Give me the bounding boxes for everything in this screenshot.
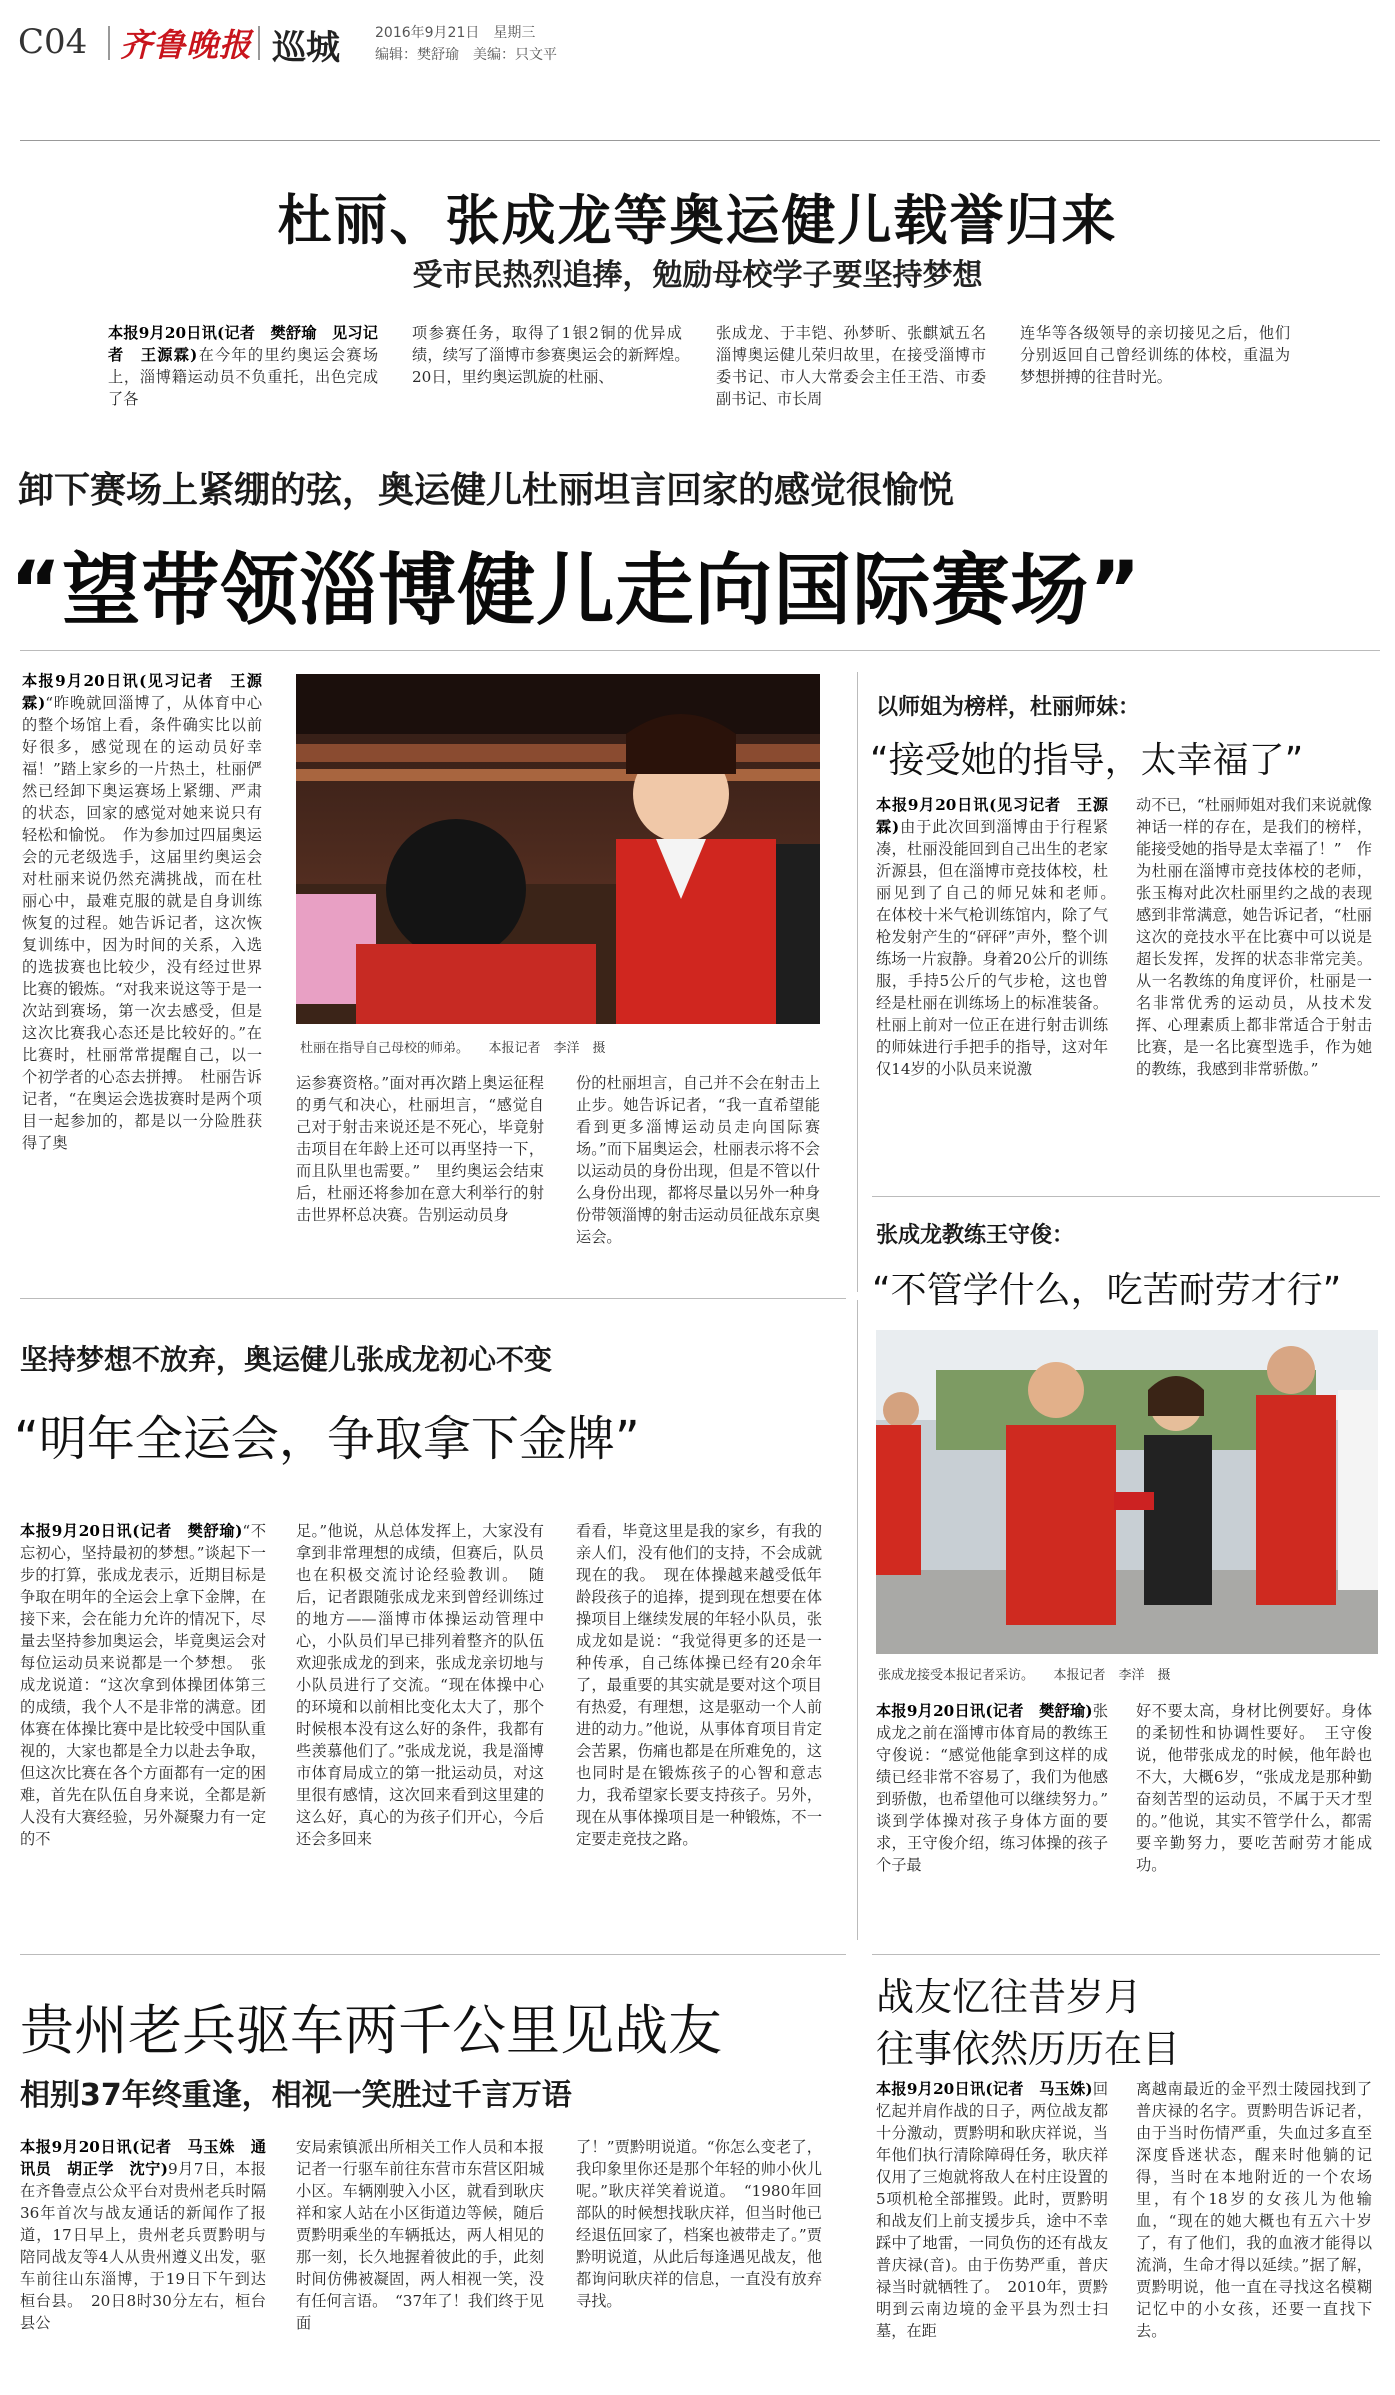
section-name: 巡城 <box>272 28 340 68</box>
byline: 本报9月20日讯(见习记者 王源霖) <box>876 796 1108 836</box>
zhang-story-kicker: 坚持梦想不放弃，奥运健儿张成龙初心不变 <box>20 1343 553 1376</box>
byline: 本报9月20日讯(记者 马玉姝) <box>876 2080 1093 2098</box>
du-li-side-kicker: 以师姐为榜样，杜丽师妹： <box>876 695 1141 720</box>
du-li-col-left: 本报9月20日讯(见习记者 王源霖)“昨晚就回淄博了，从体育中心的整个场馆上看，条件确实比以前好很多，感觉现在的运动员好幸福！”踏上家乡的一片热土，杜丽俨然已经卸下奥运赛场上紧绷、严肃的状态，回家的感觉对她来说只有轻松和愉悦。 作为参加过四届奥运会的元老级选手，这届里约奥运会对杜丽来说仍然充满挑战，而在杜丽心中，最难克服的就是自身训练恢复的过程。她告诉记者，这次恢复训练中，因为时间的关系，入选的选拔赛也比较少，没有经过世界比赛的锻炼。“对我来说这等于是一次站到赛场，第一次去感受，但是这次比赛我心态还是比较好的。”在比赛时，杜丽常常提醒自己，以一个初学者的心态去拼搏。 杜丽告诉记者，“在奥运会选拔赛时是两个项目一起参加的，都是以一分险胜获得了奥 <box>22 672 263 1152</box>
masthead-logo: 齐鲁晚报 <box>120 26 253 64</box>
zhang-photo-caption: 张成龙接受本报记者采访。 本报记者 李洋 摄 <box>878 1668 1171 1683</box>
top-rule <box>20 140 1380 141</box>
du-li-side-headline: “接受她的指导，太幸福了” <box>870 740 1304 781</box>
byline: 本报9月20日讯(见习记者 王源霖) <box>22 672 262 712</box>
zhang-side-rule <box>872 1196 1380 1197</box>
zhang-story-col-3: 看看，毕竟这里是我的家乡，有我的亲人们，没有他们的支持，不会成就现在的我。 现在体操越来越受低年龄段孩子的追捧，提到现在想要在体操项目上继续发展的年轻小队员，张成龙如是说：“我觉得更多的还是一种传承，自己练体操已经有20余年了，最重要的其实就是要对这个项目有热爱，有理想，这是驱动一个人前进的动力。”他说，从事体育项目肯定会苦累，伤痛也都是在所难免的，这也同时是在锻炼孩子的心智和意志力，我希望家长要支持孩子。另外，现在从事体操项目是一种锻炼，不一定要走竞技之路。 <box>576 1522 822 1848</box>
header-divider-1 <box>108 26 110 60</box>
zhang-story-col-2: 足。”他说，从总体发挥上，大家没有拿到非常理想的成绩，但赛后，队员也在积极交流讨论经验教训。 随后，记者跟随张成龙来到曾经训练过的地方——淄博市体操运动管理中心，小队员们早已排列着整齐的队伍欢迎张成龙的到来，张成龙亲切地与小队员进行了交流。“现在体操中心的环境和以前相比变化太大了，那个时候根本没有这么好的条件，我都有些羡慕他们了。”张成龙说，我是淄博市体育局成立的第一批运动员，对这里很有感情，这次回来看到这里建的这么好，真心的为孩子们开心，今后还会多回来 <box>296 1522 544 1848</box>
du-li-headline: “望带领淄博健儿走向国际赛场” <box>10 546 1142 636</box>
veteran-rule <box>20 1954 846 1955</box>
du-li-col-mid1: 运参赛资格。”面对再次踏上奥运征程的勇气和决心，杜丽坦言，“感觉自己对于射击来说还是不死心，毕竟射击项目在年龄上还可以再坚持一下，而且队里也需要。” 里约奥运会结束后，杜丽还将参加在意大利举行的射击世界杯总决赛。告别运动员身 <box>296 1074 544 1224</box>
veteran-subtitle: 相别37年终重逢，相视一笑胜过千言万语 <box>20 2078 572 2113</box>
veteran-col-2: 安局索镇派出所相关工作人员和本报记者一行驱车前往东营市东营区阳城小区。车辆刚驶入小区，就看到耿庆祥和家人站在小区街道边等候，随后贾黔明乘坐的车辆抵达，两人相见的那一刻，长久地握着彼此的手，此刻时间仿佛被凝固，两人相视一笑，没有任何言语。 “37年了！我们终于见面 <box>296 2138 544 2332</box>
du-li-col-mid2: 份的杜丽坦言，自己并不会在射击上止步。她告诉记者，“我一直希望能看到更多淄博运动员走向国际赛场。”而下届奥运会，杜丽表示将不会以运动员的身份出现，但是不管以什么身份出现，都将尽量以另外一种身份带领淄博的射击运动员征战东京奥运会。 <box>576 1074 820 1246</box>
top-story-col-4: 连华等各级领导的亲切接见之后，他们分别返回自己曾经训练的体校，重温为梦想拼搏的往昔时光。 <box>1020 324 1290 386</box>
du-li-side-col-1: 本报9月20日讯(见习记者 王源霖)由于此次回到淄博由于行程紧凑，杜丽没能回到自己出生的老家沂源县，但在淄博市竞技体校，杜丽见到了自己的师兄妹和老师。 在体校十米气枪训练馆内，除了气枪发射产生的“砰砰”声外，整个训练场一片寂静。身着20公斤的训练服，手持5公斤的气步枪，这也曾经是杜丽在训练场上的标准装备。杜丽上前对一位正在进行射击训练的师妹进行手把手的指导，这对年仅14岁的小队员来说激 <box>876 796 1124 1078</box>
du-li-kicker: 卸下赛场上紧绷的弦，奥运健儿杜丽坦言回家的感觉很愉悦 <box>18 470 955 511</box>
zhang-photo <box>876 1330 1378 1654</box>
byline: 本报9月20日讯(记者 马玉姝 通讯员 胡正学 沈宁) <box>20 2138 266 2178</box>
byline: 本报9月20日讯(记者 樊舒瑜) <box>20 1522 243 1540</box>
du-li-photo <box>296 674 820 1024</box>
zhang-story-headline: “明年全运会，争取拿下金牌” <box>14 1411 640 1467</box>
memory-col-2: 离越南最近的金平烈士陵园找到了普庆禄的名字。贾黔明告诉记者，由于当时伤情严重，失血过多直至深度昏迷状态，醒来时他躺的记得，当时在本地附近的一个农场里，有个18岁的女孩儿为他输血，“现在的她大概也有五六十岁了，有了他们，我的血液才能得以流淌，生命才得以延续。”据了解，贾黔明说，他一直在寻找这名模糊记忆中的小女孩，还要一直找下去。 <box>1136 2080 1372 2340</box>
veteran-headline: 贵州老兵驱车两千公里见战友 <box>20 1999 722 2062</box>
memory-headline-2: 往事依然历历在目 <box>876 2027 1181 2071</box>
vertical-divider-2 <box>857 1300 858 1940</box>
byline: 本报9月20日讯(记者 樊舒瑜) <box>876 1702 1093 1720</box>
zhang-story-col-1: 本报9月20日讯(记者 樊舒瑜)“不忘初心，坚持最初的梦想。”谈起下一步的打算，张成龙表示，近期目标是争取在明年的全运会上拿下金牌，在接下来，会在能力允许的情况下，尽量去坚持参加奥运会，毕竟奥运会对每位运动员来说都是一个梦想。 张成龙说道：“这次拿到体操团体第三的成绩，我个人不是非常的满意。团体赛在体操比赛中是比较受中国队重视的，大家也都是全力以赴去争取，但这次比赛在各个方面都有一定的困难，首先在队伍自身来说，全都是新人没有大赛经验，另外凝聚力有一定的不 <box>20 1522 267 1848</box>
page-number: C04 <box>18 22 88 62</box>
top-story-col-1: 本报9月20日讯(记者 樊舒瑜 见习记者 王源霖)在今年的里约奥运会赛场上，淄博籍运动员不负重托，出色完成了各 <box>108 324 379 408</box>
editors-line: 编辑：樊舒瑜 美编：只文平 <box>375 47 557 63</box>
byline: 本报9月20日讯(记者 樊舒瑜 见习记者 王源霖) <box>108 324 378 364</box>
zhang-side-headline: “不管学什么，吃苦耐劳才行” <box>872 1270 1342 1311</box>
memory-col-1: 本报9月20日讯(记者 马玉姝)回忆起并肩作战的日子，两位战友都十分激动，贾黔明和耿庆祥说，当年他们执行清除障碍任务，耿庆祥仅用了三炮就将敌人在村庄设置的5项机枪全部摧毁。此时，贾黔明和战友们上前支援步兵，途中不幸踩中了地雷，一同负伤的还有战友普庆禄(音)。由于伤势严重，普庆禄当时就牺牲了。 2010年，贾黔明到云南边境的金平县为烈士扫墓，在距 <box>876 2080 1109 2340</box>
zhang-side-col-1: 本报9月20日讯(记者 樊舒瑜)张成龙之前在淄博市体育局的教练王守俊说：“感觉他能拿到这样的成绩已经非常不容易了，我们为他感到骄傲，也希望他可以继续努力。” 谈到学体操对孩子身体方面的要求，王守俊介绍，练习体操的孩子个子最 <box>876 1702 1124 1874</box>
veteran-col-3: 了！”贾黔明说道。“你怎么变老了，我印象里你还是那个年轻的帅小伙儿呢。”耿庆祥笑着说道。 “1980年回部队的时候想找耿庆祥，但当时他已经退伍回家了，档案也被带走了。”贾黔明说道，从此后每逢遇见战友，他都询问耿庆祥的信息，一直没有放弃寻找。 <box>576 2138 822 2310</box>
top-story-col-2: 项参赛任务，取得了1银2铜的优异成绩，续写了淄博市参赛奥运会的新辉煌。 20日，里约奥运凯旋的杜丽、 <box>412 324 698 386</box>
header-divider-2 <box>258 26 260 60</box>
du-li-rule <box>20 650 1380 651</box>
top-story-subtitle: 受市民热烈追捧，勉励母校学子要坚持梦想 <box>412 258 983 293</box>
top-story-title: 杜丽、张成龙等奥运健儿载誉归来 <box>277 189 1118 252</box>
interview-photo <box>876 1330 1378 1654</box>
vertical-divider-1 <box>857 672 858 1292</box>
memory-headline-1: 战友忆往昔岁月 <box>876 1975 1143 2019</box>
shooting-range-photo <box>296 674 820 1024</box>
du-li-side-col-2: 动不已，“杜丽师姐对我们来说就像神话一样的存在，是我们的榜样，能接受她的指导是太幸福了！” 作为杜丽在淄博市竞技体校的老师，张玉梅对此次杜丽里约之战的表现感到非常满意，她告诉记者，“杜丽这次的竞技水平在比赛中可以说是超长发挥，发挥的状态非常完美。从一名教练的角度评价，杜丽是一名非常优秀的运动员，从技术发挥、心理素质上都非常适合于射击比赛，是一名比赛型选手，作为她的教练，我感到非常骄傲。” <box>1136 796 1372 1078</box>
issue-date: 2016年9月21日 星期三 <box>375 25 536 41</box>
zhang-story-rule <box>20 1298 846 1299</box>
memory-rule <box>872 1954 1380 1955</box>
zhang-side-col-2: 好不要太高，身材比例要好。身体的柔韧性和协调性要好。 王守俊说，他带张成龙的时候，他年龄也不大，大概6岁，“张成龙是那种勤奋刻苦型的运动员，不属于天才型的。”他说，其实不管学什么，都需要辛勤努力，要吃苦耐劳才能成功。 <box>1136 1702 1372 1874</box>
veteran-col-1: 本报9月20日讯(记者 马玉姝 通讯员 胡正学 沈宁)9月7日，本报在齐鲁壹点公众平台对贵州老兵时隔36年首次与战友通话的新闻作了报道，17日早上，贵州老兵贾黔明与陪同战友等4人从贵州遵义出发，驱车前往山东淄博，于19日下午到达桓台县。 20日8时30分左右，桓台县公 <box>20 2138 267 2332</box>
du-li-photo-caption: 杜丽在指导自己母校的师弟。 本报记者 李洋 摄 <box>300 1041 606 1056</box>
zhang-side-kicker: 张成龙教练王守俊： <box>876 1223 1075 1248</box>
top-story-col-3: 张成龙、于丰铠、孙梦昕、张麒斌五名淄博奥运健儿荣归故里，在接受淄博市委书记、市人大常委会主任王浩、市委副书记、市长周 <box>716 324 986 408</box>
